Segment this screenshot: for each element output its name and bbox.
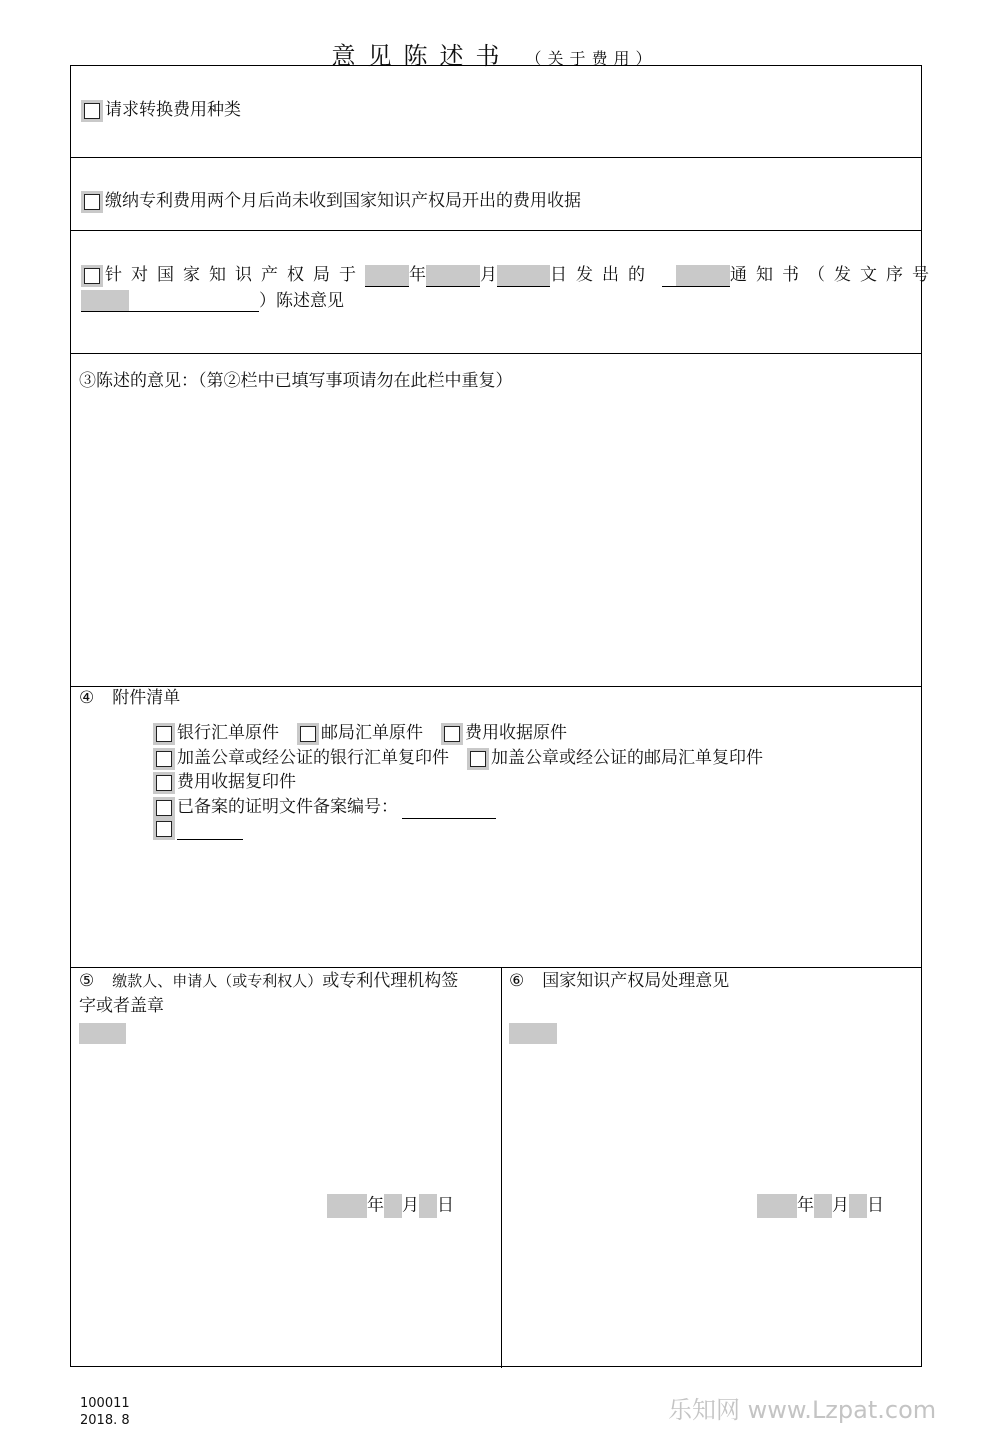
payer-signature-label-line2: 字或者盖章 xyxy=(79,996,164,1016)
notice-type-label: 通知书（发文序号 xyxy=(730,265,938,285)
office-opinion-number: ⑥ xyxy=(509,971,525,991)
convert-fee-type-checkbox[interactable] xyxy=(81,100,103,122)
other-attachment-checkbox[interactable] xyxy=(153,818,175,840)
postal-remittance-copy-checkbox[interactable] xyxy=(467,748,489,770)
section-notice-response xyxy=(71,230,938,353)
office-day-field[interactable] xyxy=(849,1194,867,1218)
section-convert-fee-type xyxy=(71,66,921,157)
notice-type-field[interactable] xyxy=(676,265,730,287)
notice-month-field[interactable] xyxy=(426,265,480,287)
payer-year-field[interactable] xyxy=(327,1194,367,1218)
office-year-field[interactable] xyxy=(757,1194,797,1218)
payer-signature-number: ⑤ xyxy=(79,971,95,991)
attachments-number: ④ xyxy=(79,688,95,708)
section-receipt-not-received xyxy=(71,157,921,230)
office-opinion-field[interactable] xyxy=(509,1023,557,1044)
postal-remittance-copy-label: 加盖公章或经公证的邮局汇单复印件 xyxy=(491,748,763,768)
section-signatures xyxy=(71,967,921,1368)
form-code: 100011 xyxy=(80,1396,130,1411)
office-month-field[interactable] xyxy=(814,1194,832,1218)
payer-signature-label-small: 缴款人、申请人（或专利权人） xyxy=(112,972,323,990)
notice-year-label: 年 xyxy=(409,265,426,285)
notice-response-suffix: ）陈述意见 xyxy=(259,291,344,311)
payer-signature-field[interactable] xyxy=(79,1023,126,1044)
bank-remittance-copy-checkbox[interactable] xyxy=(153,748,175,770)
postal-remittance-original-checkbox[interactable] xyxy=(297,723,319,745)
form-title-sub: （关于费用） xyxy=(525,49,658,68)
bank-remittance-copy-label: 加盖公章或经公证的银行汇单复印件 xyxy=(177,748,449,768)
filed-certificate-number-field[interactable] xyxy=(402,800,496,819)
bank-remittance-original-checkbox[interactable] xyxy=(153,723,175,745)
office-month-label: 月 xyxy=(832,1195,849,1216)
fee-receipt-copy-checkbox[interactable] xyxy=(153,772,175,794)
attachments-label: 附件清单 xyxy=(112,688,181,708)
fee-receipt-original-label: 费用收据原件 xyxy=(465,723,567,743)
notice-month-label: 月 xyxy=(480,265,497,285)
postal-remittance-original-label: 邮局汇单原件 xyxy=(321,723,423,743)
payer-signature-label: 或专利代理机构签 xyxy=(322,971,459,991)
office-day-label: 日 xyxy=(867,1195,884,1216)
filed-certificate-checkbox[interactable] xyxy=(153,797,175,819)
notice-year-field[interactable] xyxy=(365,265,409,287)
receipt-not-received-label: 缴纳专利费用两个月后尚未收到国家知识产权局开出的费用收据 xyxy=(105,191,581,211)
section-attachments xyxy=(71,686,921,967)
statement-textarea[interactable] xyxy=(79,402,913,678)
convert-fee-type-label: 请求转换费用种类 xyxy=(105,100,241,120)
bank-remittance-original-label: 银行汇单原件 xyxy=(177,723,279,743)
notice-response-prefix: 针对国家知识产权局于 xyxy=(105,265,365,285)
payer-year-label: 年 xyxy=(367,1195,384,1216)
opinion-form xyxy=(70,65,938,1367)
payer-day-field[interactable] xyxy=(419,1194,437,1218)
fee-receipt-copy-label: 费用收据复印件 xyxy=(177,772,296,792)
payer-month-field[interactable] xyxy=(384,1194,402,1218)
notice-response-checkbox[interactable] xyxy=(81,265,103,287)
notice-day-field[interactable] xyxy=(497,265,550,287)
notice-day-label: 日发出的 xyxy=(550,265,654,285)
statement-label: ③陈述的意见：（第②栏中已填写事项请勿在此栏中重复） xyxy=(79,371,513,391)
payer-month-label: 月 xyxy=(402,1195,419,1216)
form-version-date: 2018. 8 xyxy=(80,1413,130,1428)
filed-certificate-label: 已备案的证明文件备案编号： xyxy=(177,797,398,817)
receipt-not-received-checkbox[interactable] xyxy=(81,191,103,213)
office-year-label: 年 xyxy=(797,1195,814,1216)
form-title-main: 意见陈述书 xyxy=(331,42,512,70)
payer-day-label: 日 xyxy=(437,1195,454,1216)
fee-receipt-original-checkbox[interactable] xyxy=(441,723,463,745)
other-attachment-field[interactable] xyxy=(177,821,243,840)
section-statement xyxy=(71,353,921,686)
form-footer xyxy=(80,1395,130,1429)
signature-divider xyxy=(501,968,502,1368)
notice-serial-field[interactable] xyxy=(81,290,129,312)
office-opinion-label: 国家知识产权局处理意见 xyxy=(542,971,730,991)
watermark: 乐知网 www.Lzpat.com xyxy=(668,1396,937,1424)
